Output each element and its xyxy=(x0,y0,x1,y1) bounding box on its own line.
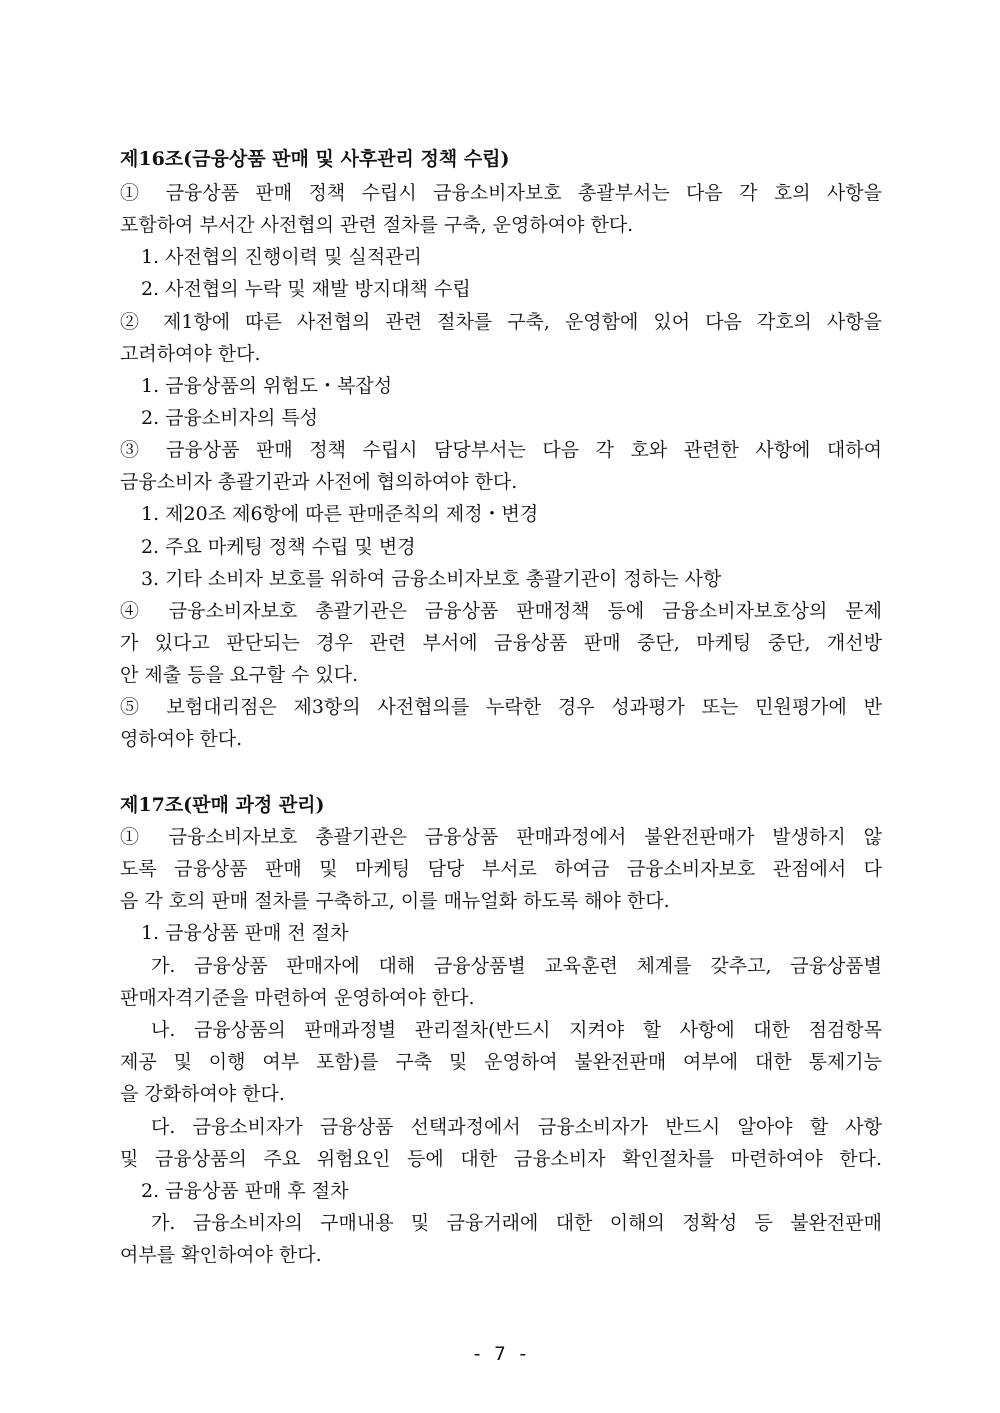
article-17-title: 제17조(판매 과정 관리) xyxy=(120,794,325,816)
article-17-item-1-na-line-1: 나. 금융상품의 판매과정별 관리절차(반드시 지켜야 할 사항에 대한 점검항목 xyxy=(151,1019,882,1041)
article-16-para-3-item-2: 2. 주요 마케팅 정책 수립 및 변경 xyxy=(141,536,416,558)
article-17-item-2-ga-line-2: 여부를 확인하여야 한다. xyxy=(120,1244,322,1266)
article-16-para-2-line-2: 고려하여야 한다. xyxy=(120,343,261,365)
article-17-item-1-na-line-2: 제공 및 이행 여부 포함)를 구축 및 운영하여 불완전판매 여부에 대한 통제기능 xyxy=(120,1051,882,1073)
article-17-item-1-ga-line-2: 판매자격기준을 마련하여 운영하여야 한다. xyxy=(120,987,475,1009)
page-number: - 7 - xyxy=(471,1343,529,1365)
article-16-para-5-line-1: ⑤ 보험대리점은 제3항의 사전협의를 누락한 경우 성과평가 또는 민원평가에 반 xyxy=(120,696,882,718)
article-17-item-1-da-line-2: 및 금융상품의 주요 위험요인 등에 대한 금융소비자 확인절차를 마련하여야 한다. xyxy=(120,1148,882,1170)
article-16-para-3-item-1: 1. 제20조 제6항에 따른 판매준칙의 제정・변경 xyxy=(141,503,539,525)
article-17-para-1-line-2: 도록 금융상품 판매 및 마케팅 담당 부서로 하여금 금융소비자보호 관점에서 다 xyxy=(120,858,882,880)
article-16-para-2-item-1: 1. 금융상품의 위험도・복잡성 xyxy=(141,375,393,397)
article-16-para-3-line-1: ③ 금융상품 판매 정책 수립시 담당부서는 다음 각 호와 관련한 사항에 대하여 xyxy=(120,439,882,461)
article-16-title: 제16조(금융상품 판매 및 사후관리 정책 수립) xyxy=(120,148,510,170)
article-17-item-2: 2. 금융상품 판매 후 절차 xyxy=(141,1180,349,1202)
article-16-para-2-item-2: 2. 금융소비자의 특성 xyxy=(141,407,319,429)
article-16-para-1-item-2: 2. 사전협의 누락 및 재발 방지대책 수립 xyxy=(141,278,471,300)
article-17-item-1-na-line-3: 을 강화하여야 한다. xyxy=(120,1083,285,1105)
article-17-item-1-ga-line-1: 가. 금융상품 판매자에 대해 금융상품별 교육훈련 체계를 갖추고, 금융상품별 xyxy=(151,955,882,977)
article-16-para-1-line-1: ① 금융상품 판매 정책 수립시 금융소비자보호 총괄부서는 다음 각 호의 사항을 xyxy=(120,182,882,204)
article-17-para-1-line-3: 음 각 호의 판매 절차를 구축하고, 이를 매뉴얼화 하도록 해야 한다. xyxy=(120,890,670,912)
article-16-para-4-line-2: 가 있다고 판단되는 경우 관련 부서에 금융상품 판매 중단, 마케팅 중단, 개선방 xyxy=(120,632,882,654)
article-16-para-2-line-1: ② 제1항에 따른 사전협의 관련 절차를 구축, 운영함에 있어 다음 각호의 사항을 xyxy=(120,311,882,333)
article-16-para-4-line-3: 안 제출 등을 요구할 수 있다. xyxy=(120,664,359,686)
article-17-para-1-line-1: ① 금융소비자보호 총괄기관은 금융상품 판매과정에서 불완전판매가 발생하지 않 xyxy=(120,826,882,848)
article-16-para-1-item-1: 1. 사전협의 진행이력 및 실적관리 xyxy=(141,246,422,268)
article-17-item-1-da-line-1: 다. 금융소비자가 금융상품 선택과정에서 금융소비자가 반드시 알아야 할 사항 xyxy=(151,1116,882,1138)
article-17-item-2-ga-line-1: 가. 금융소비자의 구매내용 및 금융거래에 대한 이해의 정확성 등 불완전판매 xyxy=(151,1212,882,1234)
article-16-para-3-line-2: 금융소비자 총괄기관과 사전에 협의하여야 한다. xyxy=(120,471,518,493)
article-16-para-4-line-1: ④ 금융소비자보호 총괄기관은 금융상품 판매정책 등에 금융소비자보호상의 문제 xyxy=(120,600,882,622)
article-16-para-3-item-3: 3. 기타 소비자 보호를 위하여 금융소비자보호 총괄기관이 정하는 사항 xyxy=(141,568,722,590)
article-16-para-5-line-2: 영하여야 한다. xyxy=(120,728,243,750)
article-16-para-1-line-2: 포함하여 부서간 사전협의 관련 절차를 구축, 운영하여야 한다. xyxy=(120,214,634,236)
article-17-item-1: 1. 금융상품 판매 전 절차 xyxy=(141,922,349,944)
